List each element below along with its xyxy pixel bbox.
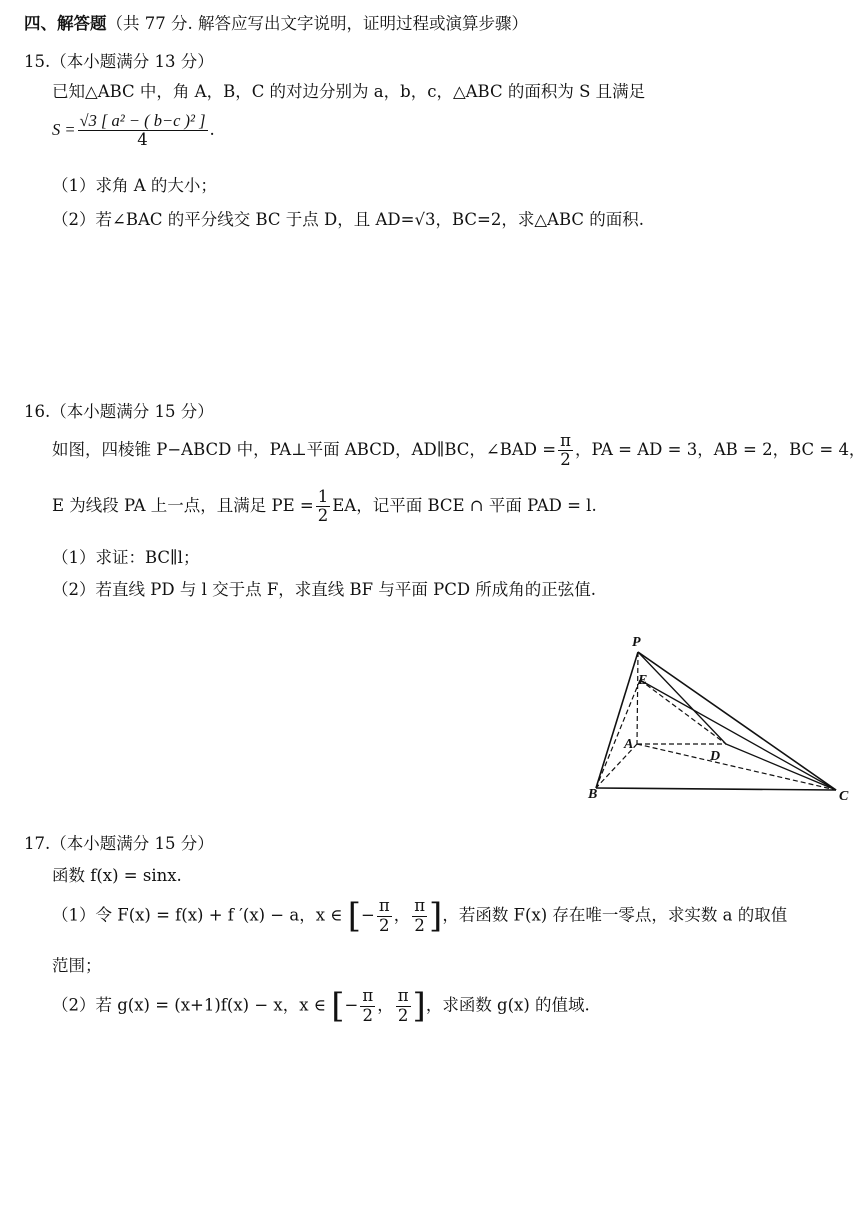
section-title: 四、解答题 [24, 14, 107, 33]
q17-part1-a: （1）令 F(x) = f(x) + f ′(x) − a，x ∈ [52, 905, 343, 925]
q15-formula-den: 4 [137, 130, 148, 150]
q16-ratio-den: 2 [317, 506, 329, 526]
q17-part2-a: （2）若 g(x) = (x+1)f(x) − x，x ∈ [52, 995, 326, 1015]
q17-part2-lo-num: π [362, 986, 374, 1006]
q17-part1-lo-fraction [377, 897, 392, 934]
q16-score: （本小题满分 15 分） [50, 402, 214, 421]
section-header [24, 10, 528, 34]
q16-part2: （2）若直线 PD 与 l 交于点 F，求直线 BF 与平面 PCD 所成角的正弦值. [52, 580, 597, 599]
q15-formula-lhs: S = [52, 120, 76, 140]
q16-part1: （1）求证：BC∥l； [52, 548, 200, 567]
q16-ratio-num: 1 [317, 487, 329, 506]
q17-part2-line [52, 986, 590, 1026]
q15-formula-fraction [78, 112, 208, 149]
vertex-label-E: E [638, 673, 648, 688]
edge-PC [638, 652, 836, 790]
q17-part1-sep: ， [393, 905, 411, 925]
vertex-label-D: D [710, 749, 721, 764]
q16-line2 [52, 488, 597, 525]
q17-part2-lo-sign: − [344, 995, 359, 1015]
q17-part1-lo-num: π [378, 896, 390, 916]
q16-angle-fraction [558, 432, 573, 469]
q17-part2-sep: ， [377, 995, 394, 1015]
q17-part2-lo-den: 2 [362, 1005, 373, 1025]
q17-header [24, 830, 214, 854]
edge-PA [637, 652, 638, 744]
q17-score: （本小题满分 15 分） [50, 834, 214, 853]
edge-EC [640, 680, 836, 790]
edge-AC [637, 744, 836, 790]
q16-line2-a: E 为线段 PA 上一点，且满足 PE = [52, 496, 314, 516]
section-note: （共 77 分. 解答应写出文字说明，证明过程或演算步骤） [106, 14, 528, 33]
q16-ratio-fraction [316, 488, 331, 525]
q17-part1-hi-num: π [414, 896, 426, 916]
vertex-label-P: P [632, 635, 641, 650]
q17-part2-hi-num: π [397, 986, 409, 1006]
vertex-label-C: C [839, 789, 849, 804]
q15-header [24, 48, 214, 72]
q16-line2-b: EA，记平面 BCE ∩ 平面 PAD = l. [332, 496, 597, 516]
q17-part2-bracket-right: ] [412, 986, 426, 1026]
q16-line1-a: 如图，四棱锥 P−ABCD 中，PA⊥平面 ABCD，AD∥BC，∠BAD = [52, 440, 557, 460]
pyramid-figure [580, 630, 860, 805]
q17-part1-line [52, 896, 787, 936]
q17-number: 17. [24, 834, 51, 853]
q17-part1-hi-den: 2 [414, 915, 425, 935]
q17-part1-b: ，若函数 F(x) 存在唯一零点，求实数 a 的取值 [442, 905, 788, 925]
q16-number: 16. [24, 402, 51, 421]
q15-part1: （1）求角 A 的大小； [52, 176, 217, 195]
q15-number: 15. [24, 52, 51, 71]
q17-given: 函数 f(x) = sinx. [52, 866, 182, 885]
q15-part2: （2）若∠BAC 的平分线交 BC 于点 D，且 AD=√3，BC=2，求△ABC 的面积. [52, 210, 645, 229]
q17-part2-bracket-left: [ [331, 986, 345, 1026]
q17-part1-bracket-right: ] [429, 896, 443, 936]
edge-PB [596, 652, 638, 788]
edge-BC [596, 788, 836, 790]
q16-line1-b: ，PA = AD = 3，AB = 2，BC = 4， [574, 440, 866, 460]
edge-PD [638, 652, 726, 744]
q15-formula-num: √3 [ a² − ( b−c )² ] [79, 111, 206, 130]
q17-part2-lo-fraction [360, 987, 375, 1024]
q17-part1-lo-sign: − [361, 905, 375, 925]
q15-formula [52, 112, 215, 149]
q17-part1-hi-fraction [412, 897, 427, 934]
vertex-label-B: B [588, 787, 598, 802]
q16-line1 [52, 432, 865, 469]
q16-angle-den: 2 [560, 450, 571, 470]
q17-part2-hi-fraction [396, 987, 411, 1024]
q17-part2-b: ，求函数 g(x) 的值域. [425, 995, 590, 1015]
q16-angle-num: π [560, 431, 571, 450]
q15-line1: 已知△ABC 中，角 A，B，C 的对边分别为 a，b，c，△ABC 的面积为 S 且满足 [52, 82, 646, 101]
q15-formula-end: . [209, 120, 215, 140]
q17-part1-lo-den: 2 [379, 915, 390, 935]
edge-ED [640, 680, 726, 744]
edge-EB [596, 680, 640, 788]
q17-part2-hi-den: 2 [397, 1005, 409, 1025]
q17-part1-c: 范围； [52, 956, 102, 975]
vertex-label-A: A [624, 737, 634, 752]
q15-score: （本小题满分 13 分） [50, 52, 214, 71]
q16-header [24, 398, 214, 422]
q17-part1-bracket-left: [ [347, 896, 361, 936]
